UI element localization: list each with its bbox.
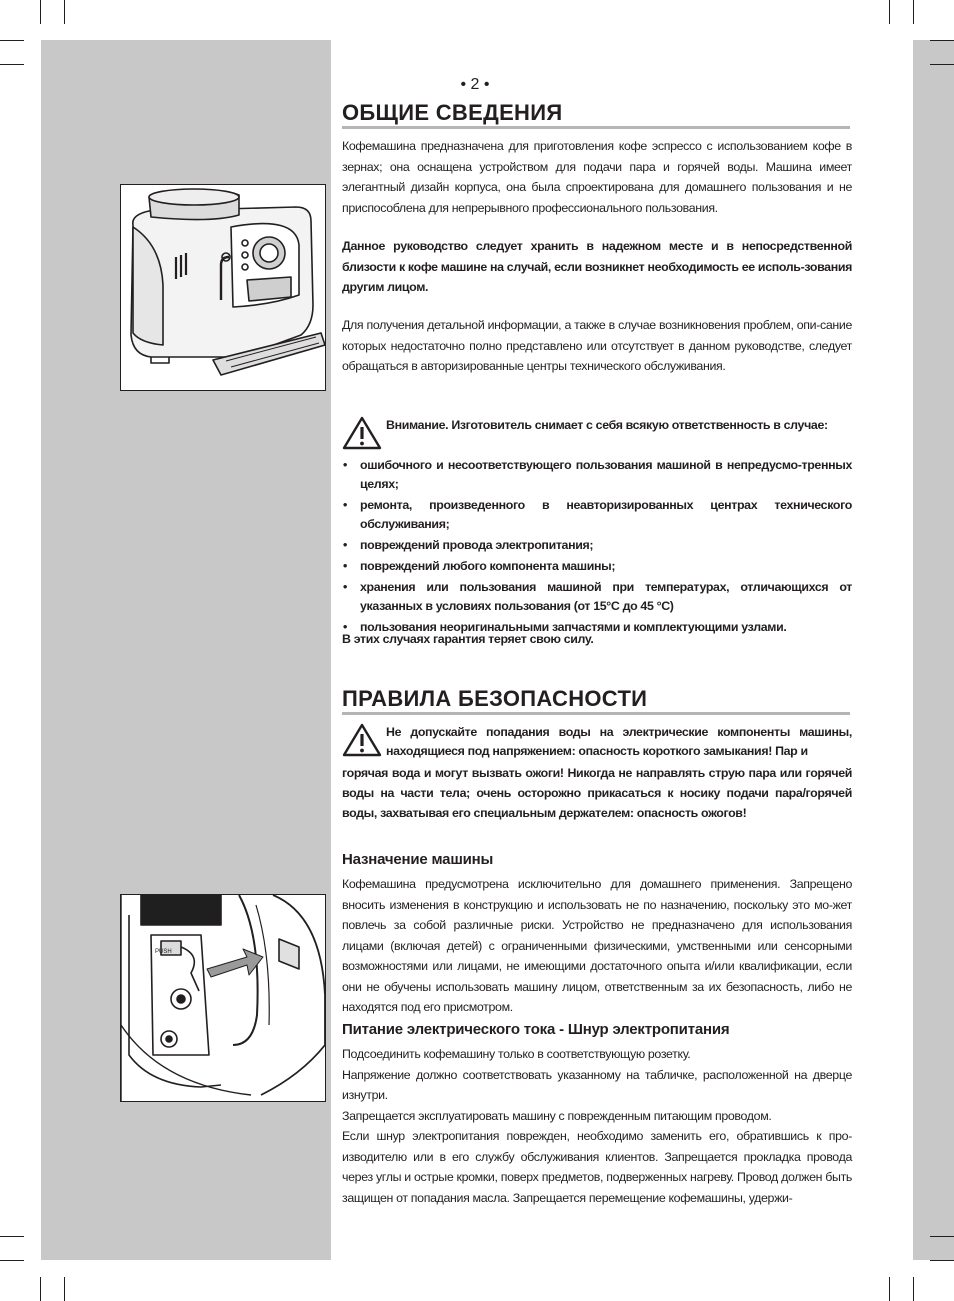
coffee-machine-drawing <box>121 185 325 390</box>
general-paragraph-3: Для получения детальной информации, а также в случае возникновения проблем, опи-сание которых недостаточно полно представлено или отсутствует в данном руководстве, следует обращаться в авторизированные центры технического обслуживания. <box>342 318 852 373</box>
list-item: • повреждений любого компонента машины; <box>342 557 852 576</box>
power-paragraph <box>342 1044 852 1208</box>
page-number: • 2 • <box>460 76 490 93</box>
power-line: Напряжение должно соответствовать указанному на табличке, расположенной на дверце изнутри. <box>342 1067 852 1102</box>
warranty-note: В этих случаях гарантия теряет свою силу. <box>342 632 594 646</box>
warning-triangle-icon <box>342 416 382 450</box>
section-title-general: ОБЩИЕ СВЕДЕНИЯ <box>342 100 850 129</box>
push-label: PUSH <box>155 949 172 955</box>
coffee-machine-illustration <box>120 184 326 391</box>
safety-warning-rest: горячая вода и могут вызвать ожоги! Никогда не направлять струю пара или горячей воды на части тела; очень осторожно прикасаться к носику подачи пара/горячей воды, захватывая его специальным держателем: опасность ожогов! <box>342 766 852 820</box>
power-line: Подсоединить кофемашину только в соответствующую розетку. <box>342 1047 691 1061</box>
section-title-safety: ПРАВИЛА БЕЗОПАСНОСТИ <box>342 686 850 715</box>
general-paragraph-2: Данное руководство следует хранить в надежном месте и в непосредственной близости к кофе машине на случай, если возникнет необходимость ее исполь-зования другим лицом. <box>342 239 852 294</box>
list-item: • ошибочного и несоответствующего пользования машиной в непредусмо-тренных целях; <box>342 456 852 494</box>
list-item: • пользования неоригинальными запчастями и комплектующими узлами. <box>342 618 852 637</box>
warning-intro: Внимание. Изготовитель снимает с себя всякую ответственность в случае: <box>386 418 828 432</box>
subsection-title-power: Питание электрического тока - Шнур электропитания <box>342 1021 730 1038</box>
safety-warning-first: Не допускайте попадания воды на электрические компоненты машины, находящиеся под напряжением: опасность короткого замыкания! Пар и <box>386 725 852 758</box>
list-item: • хранения или пользования машиной при температурах, отличающихся от указанных в условиях пользования (от 15°C до 45 °C) <box>342 578 852 616</box>
power-line: Если шнур электропитания поврежден, необходимо заменить его, обратившись к про-изводителю или в его службу обслуживания клиентов. Запрещается прокладка провода через углы и острые кромки, поверх предметов, подверженных нагреву. Провод должен быть защищен от попадания масла. Запрещается перемещение кофемашины, удержи- <box>342 1129 852 1205</box>
warning-triangle-icon <box>342 723 382 757</box>
list-item: • повреждений провода электропитания; <box>342 536 852 555</box>
liability-list <box>342 456 852 639</box>
general-paragraph-1: Кофемашина предназначена для приготовления кофе эспрессо с использованием кофе в зернах; она оснащена устройством для подачи пара и горячей воды. Машина имеет элегантный дизайн корпуса, она была спроектирована для домашнего пользования и не приспособлена для непрерывного профессионального пользования. <box>342 139 852 215</box>
right-gray-margin <box>913 40 954 1260</box>
list-item: • ремонта, произведенного в неавторизированных центрах технического обслуживания; <box>342 496 852 534</box>
subsection-title-purpose: Назначение машины <box>342 851 494 868</box>
power-line: Запрещается эксплуатировать машину с поврежденным питающим проводом. <box>342 1108 772 1123</box>
service-door-drawing <box>121 895 325 1101</box>
purpose-paragraph: Кофемашина предусмотрена исключительно для домашнего применения. Запрещено вносить изменения в конструкцию и использовать не по назначению, поскольку это мо-жет повлечь за собой различные риски. Устройство не предназначено для использования лицами (включая детей) с ограниченными физическими, умственными или сенсорными возможностями или лицами, не имеющими достаточного опыта и/или квалификации, если они не обучены использовать машину лицом, ответственным за их безопасность, либо не находятся под его присмотром. <box>342 877 852 1014</box>
service-door-illustration <box>120 894 326 1102</box>
